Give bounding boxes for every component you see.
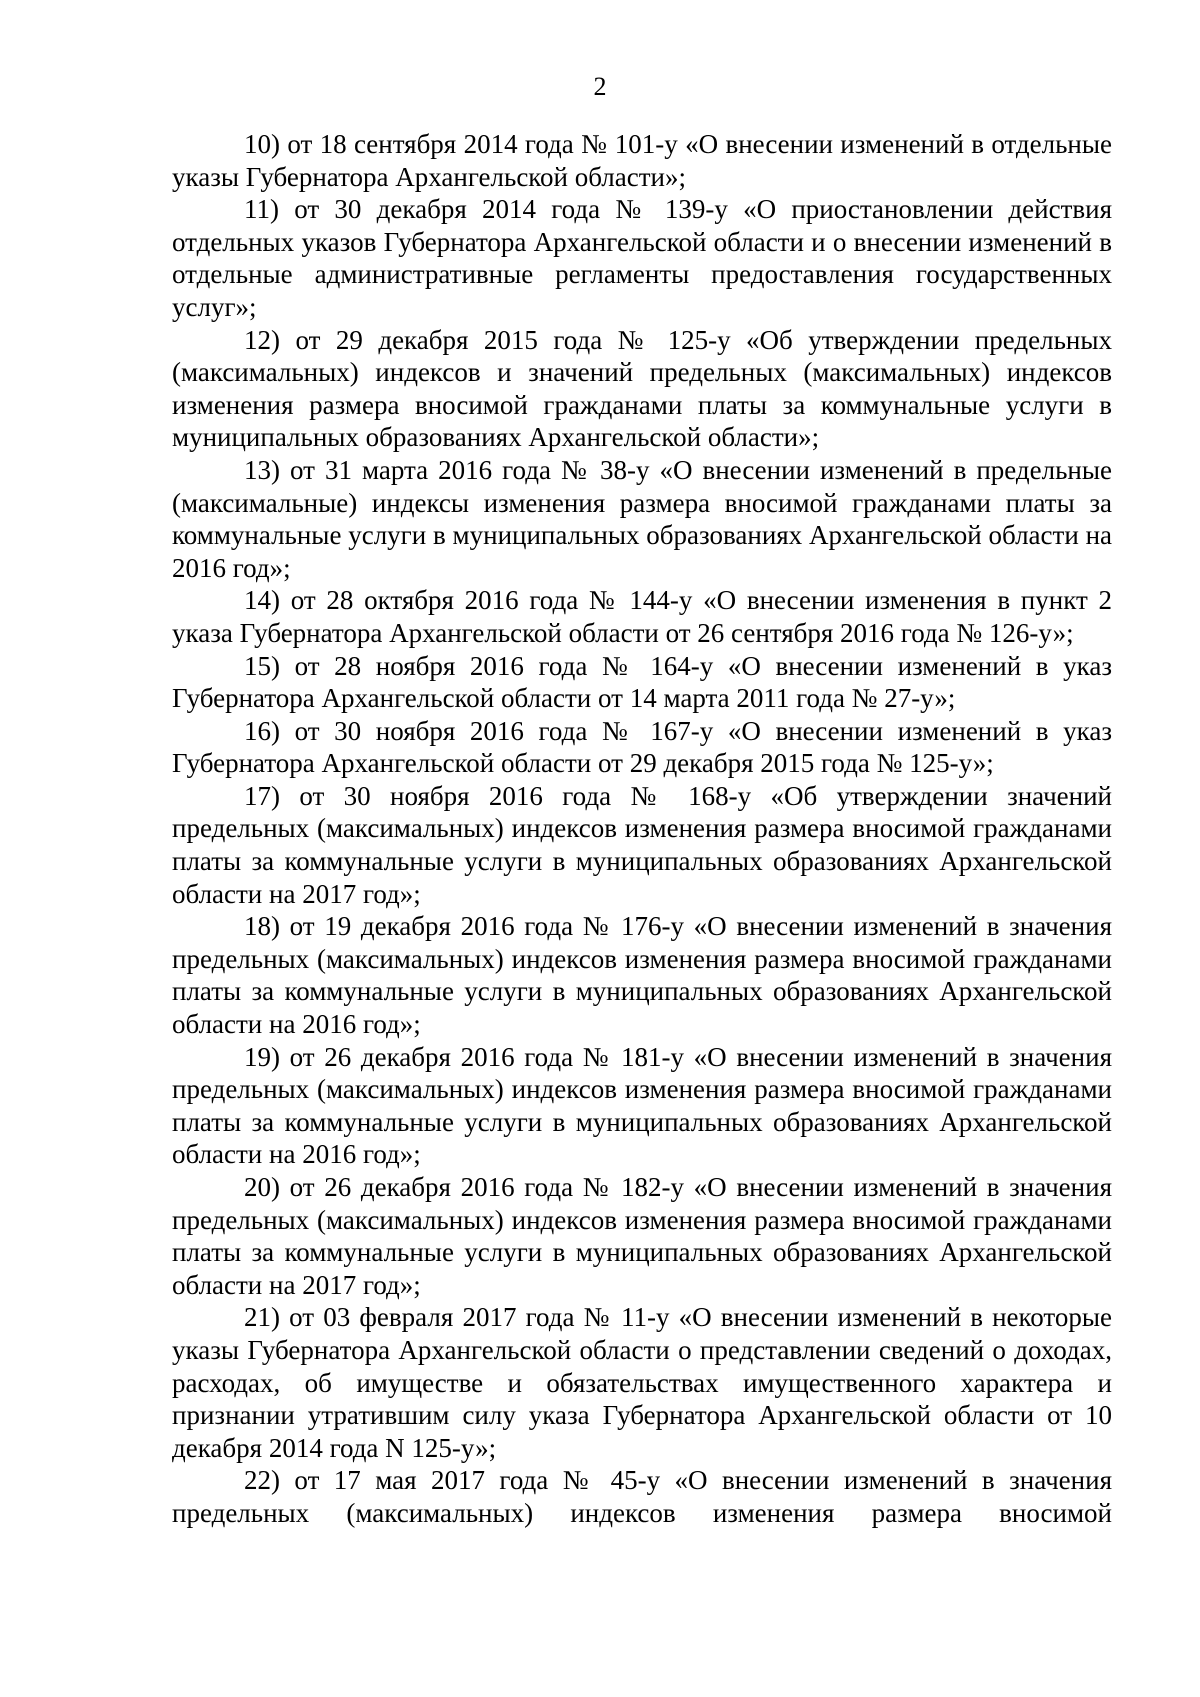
page-number: 2 — [593, 72, 607, 101]
list-item: 18) от 19 декабря 2016 года № 176-у «О внесении изменений в значения предельных (максимальных) индексов изменения размера вносимой гражданами платы за коммунальные услуги в муниципальных образованиях Архангельской области на 2016 год»; — [172, 911, 1112, 1040]
list-item: 14) от 28 октября 2016 года № 144-у «О внесении изменения в пункт 2 указа Губернатора Архангельской области от 26 сентября 2016 года № 126-у»; — [172, 585, 1112, 648]
list-item: 15) от 28 ноября 2016 года № 164-у «О внесении изменений в указ Губернатора Архангельской области от 14 марта 2011 года № 27-у»; — [172, 650, 1112, 714]
list-item: 11) от 30 декабря 2014 года № 139-у «О приостановлении действия отдельных указов Губернатора Архангельской области и о внесении изменений в отдельные административные регламенты предоставления государственных услуг»; — [172, 194, 1112, 322]
document-body — [172, 128, 1112, 1530]
list-item: 10) от 18 сентября 2014 года № 101-у «О внесении изменений в отдельные указы Губернатора Архангельской области»; — [172, 129, 1112, 192]
list-item: 21) от 03 февраля 2017 года № 11-у «О внесении изменений в некоторые указы Губернатора Архангельской области о представлении сведений о доходах, расходах, об имуществе и обязательствах имущественного характера и признании утратившим силу указа Губернатора Архангельской области от 10 декабря 2014 года N 125-у»; — [172, 1302, 1112, 1463]
list-item: 19) от 26 декабря 2016 года № 181-у «О внесении изменений в значения предельных (максимальных) индексов изменения размера вносимой гражданами платы за коммунальные услуги в муниципальных образованиях Архангельской области на 2016 год»; — [172, 1041, 1112, 1170]
list-item: 17) от 30 ноября 2016 года № 168-у «Об утверждении значений предельных (максимальных) индексов изменения размера вносимой гражданами платы за коммунальные услуги в муниципальных образованиях Архангельской области на 2017 год»; — [172, 780, 1112, 909]
list-item: 22) от 17 мая 2017 года № 45-у «О внесении изменений в значения предельных (максимальных) индексов изменения размера вносимой — [172, 1465, 1112, 1528]
list-item: 13) от 31 марта 2016 года № 38-у «О внесении изменений в предельные (максимальные) индексы изменения размера вносимой гражданами платы за коммунальные услуги в муниципальных образованиях Архангельской области на 2016 год»; — [172, 454, 1112, 583]
list-item: 12) от 29 декабря 2015 года № 125-у «Об утверждении предельных (максимальных) индексов и значений предельных (максимальных) индексов изменения размера вносимой гражданами платы за коммунальные услуги в муниципальных образованиях Архангельской области»; — [172, 324, 1112, 453]
list-item: 20) от 26 декабря 2016 года № 182-у «О внесении изменений в значения предельных (максимальных) индексов изменения размера вносимой гражданами платы за коммунальные услуги в муниципальных образованиях Архангельской области на 2017 год»; — [172, 1172, 1112, 1300]
list-item: 16) от 30 ноября 2016 года № 167-у «О внесении изменений в указ Губернатора Архангельской области от 29 декабря 2015 года № 125-у»; — [172, 715, 1112, 779]
